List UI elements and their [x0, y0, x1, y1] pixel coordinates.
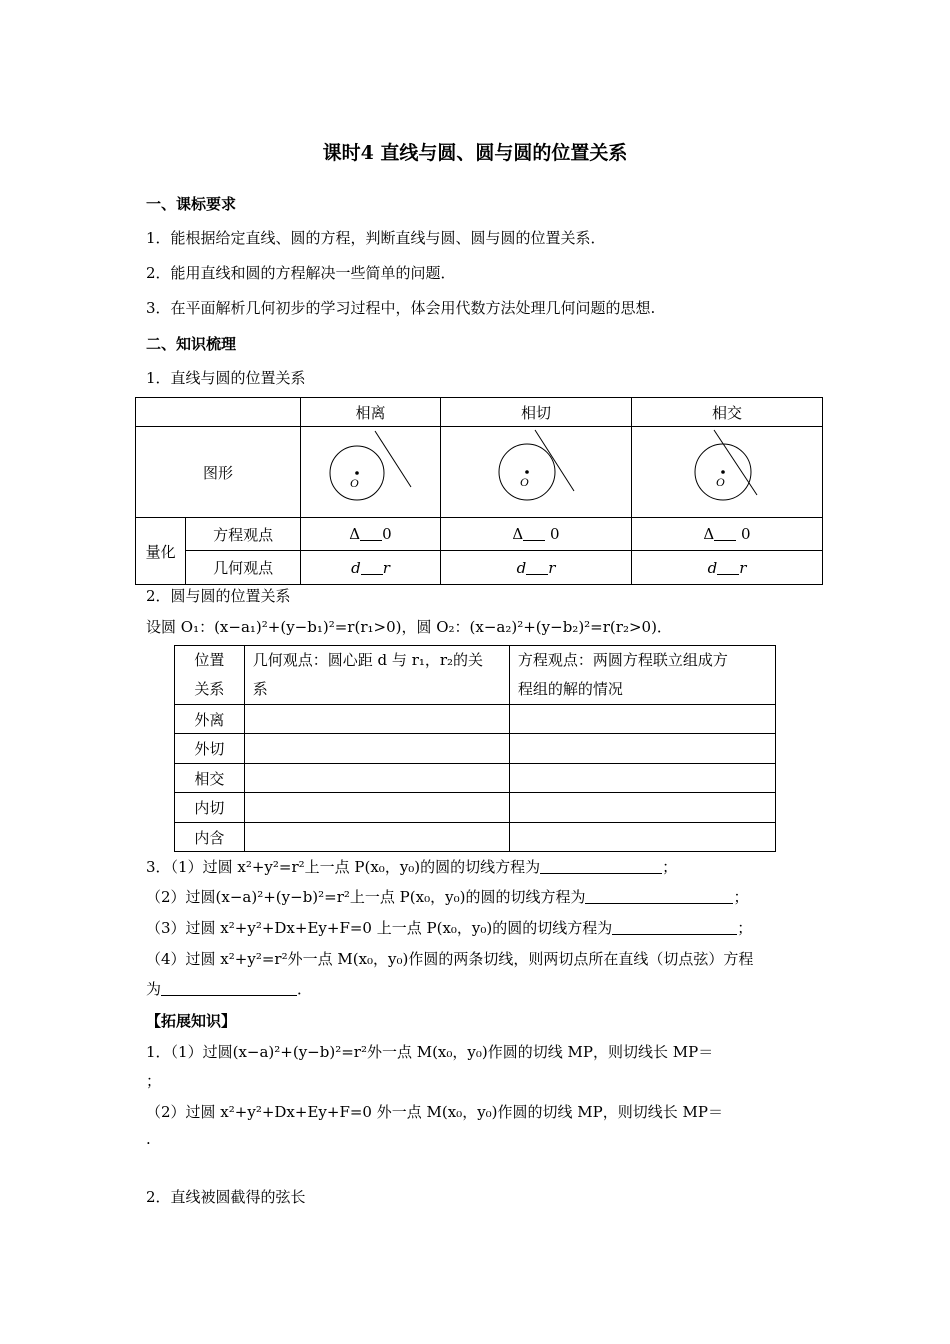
header-position: 位置 关系 — [175, 646, 245, 705]
cell-geo: d r — [631, 551, 822, 585]
tangent-item-3: （3）过圆 x²+y²+Dx+Ey+F=0 上一点 P(x₀，y₀)的圆的切线方程为 ； — [146, 919, 753, 937]
table-row-label: 外离 — [175, 705, 245, 734]
cell-eq: Δ 0 — [300, 518, 440, 551]
table-row-label: 外切 — [175, 734, 245, 764]
figure-intersect — [631, 427, 822, 518]
cell-eq: Δ 0 — [440, 518, 631, 551]
circle-setup: 设圆 O₁：(x−a₁)²+(y−b₁)²=r(r₁>0)，圆 O₂：(x−a₂)²+(y−b₂)²=r(r₂>0)． — [146, 618, 672, 636]
table-cell — [244, 705, 509, 734]
col-header: 相切 — [440, 398, 631, 427]
section-heading-2: 二、知识梳理 — [146, 335, 237, 353]
table-row-label: 内切 — [175, 793, 245, 823]
line-circle-table — [135, 397, 823, 585]
tangent-diagram — [441, 427, 631, 513]
cell-eq: Δ 0 — [631, 518, 822, 551]
table-cell — [244, 823, 509, 852]
ext-item-2-end: . — [146, 1130, 151, 1148]
table-cell — [509, 823, 775, 852]
row-label-figure: 图形 — [136, 427, 301, 518]
table-row-label: 内含 — [175, 823, 245, 852]
tangent-item-1: 3．（1）过圆 x²+y²=r²上一点 P(x₀，y₀)的圆的切线方程为 ； — [146, 858, 678, 876]
cell-geo: d r — [440, 551, 631, 585]
subheading-circle-circle: 2．圆与圆的位置关系 — [146, 587, 291, 605]
center-label: O — [519, 475, 529, 489]
req-item-3: 3．在平面解析几何初步的学习过程中，体会用代数方法处理几何问题的思想. — [146, 299, 656, 317]
tangent-item-2: （2）过圆(x−a)²+(y−b)²=r²上一点 P(x₀，y₀)的圆的切线方程为 ； — [146, 888, 749, 906]
row-label-equation: 方程观点 — [186, 518, 301, 551]
table-cell — [244, 793, 509, 823]
table1-corner — [136, 398, 301, 427]
ext-item-1-end: ； — [146, 1072, 162, 1090]
table-cell — [509, 734, 775, 764]
ext-item-1: 1．（1）过圆(x−a)²+(y−b)²=r²外一点 M(x₀，y₀)作圆的切线 MP，则切线长 MP＝ — [146, 1043, 714, 1061]
figure-tangent — [440, 427, 631, 518]
separate-diagram — [301, 427, 440, 513]
section-heading-1: 一、课标要求 — [146, 195, 237, 213]
row-label-quant: 量化 — [136, 518, 186, 585]
tangent-item-4-cont: 为 ． — [146, 980, 313, 998]
req-item-2: 2．能用直线和圆的方程解决一些简单的问题． — [146, 264, 456, 282]
center-label: O — [349, 476, 359, 490]
col-header: 相离 — [300, 398, 440, 427]
table-cell — [244, 734, 509, 764]
tangent-item-4: （4）过圆 x²+y²=r²外一点 M(x₀，y₀)作圆的两条切线，则两切点所在直线（切点弦）方程 — [146, 950, 754, 968]
ext-item-2: （2）过圆 x²+y²+Dx+Ey+F=0 外一点 M(x₀，y₀)作圆的切线 MP，则切线长 MP＝ — [146, 1103, 723, 1121]
extension-heading: 【拓展知识】 — [146, 1012, 237, 1030]
intersect-diagram — [632, 427, 822, 513]
req-item-1: 1．能根据给定直线、圆的方程，判断直线与圆、圆与圆的位置关系． — [146, 229, 606, 247]
page-title: 课时4 直线与圆、圆与圆的位置关系 — [322, 142, 628, 164]
cell-geo: d r — [300, 551, 440, 585]
figure-separate — [300, 427, 440, 518]
table-cell — [244, 764, 509, 793]
subheading-line-circle: 1．直线与圆的位置关系 — [146, 369, 306, 387]
row-label-geometry: 几何观点 — [186, 551, 301, 585]
col-header: 相交 — [631, 398, 822, 427]
table-cell — [509, 764, 775, 793]
ext-item-3: 2．直线被圆截得的弦长 — [146, 1188, 306, 1206]
center-label: O — [715, 475, 725, 489]
table-row-label: 相交 — [175, 764, 245, 793]
circle-circle-table — [174, 645, 776, 852]
header-equation: 方程观点：两圆方程联立组成方 程组的解的情况 — [509, 646, 775, 705]
header-geometry: 几何观点：圆心距 d 与 r₁，r₂的关 系 — [244, 646, 509, 705]
table-cell — [509, 705, 775, 734]
table-cell — [509, 793, 775, 823]
